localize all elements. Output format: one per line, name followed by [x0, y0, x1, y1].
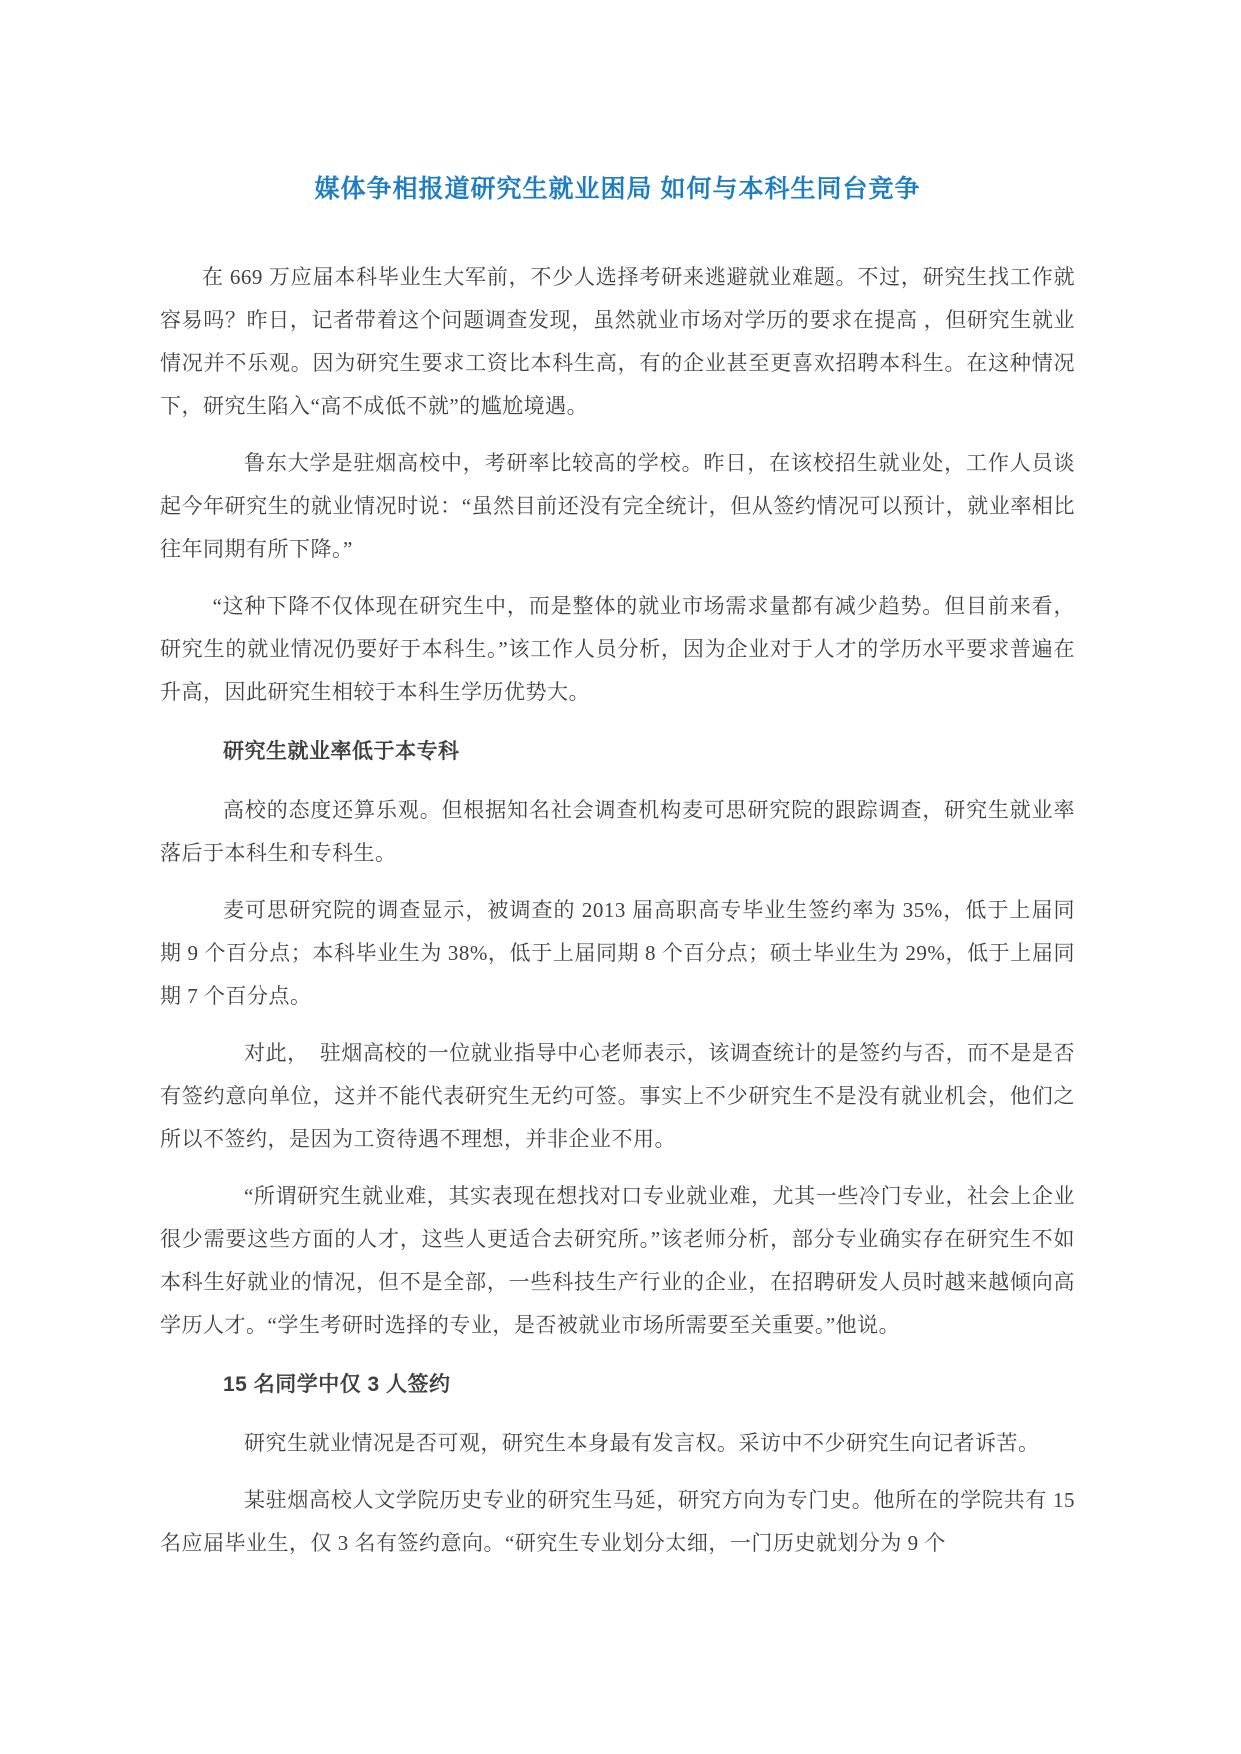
- paragraph: 在 669 万应届本科毕业生大军前，不少人选择考研来逃避就业难题。不过，研究生找工作就容易吗？昨日，记者带着这个问题调查发现，虽然就业市场对学历的要求在提高 ，但研究生就业情况并不乐观。因为研究生要求工资比本科生高，有的企业甚至更喜欢招聘本科生。在这种情况下，研究生陷入“高不成低不就”的尴尬境遇。: [160, 265, 1075, 418]
- article-title: 媒体争相报道研究生就业困局 如何与本科生同台竞争: [314, 175, 921, 203]
- section-heading: 15 名同学中仅 3 人签约: [223, 1373, 451, 1396]
- paragraph: 对此， 驻烟高校的一位就业指导中心老师表示，该调查统计的是签约与否，而不是是否有签约意向单位，这并不能代表研究生无约可签。事实上不少研究生不是没有就业机会，他们之所以不签约，是因为工资待遇不理想，并非企业不用。: [160, 1041, 1075, 1151]
- paragraph: 某驻烟高校人文学院历史专业的研究生马延，研究方向为专门史。他所在的学院共有 15 名应届毕业生，仅 3 名有签约意向。“研究生专业划分太细，一门历史就划分为 9 个: [160, 1488, 1075, 1555]
- paragraph: 高校的态度还算乐观。但根据知名社会调查机构麦可思研究院的跟踪调查，研究生就业率落后于本科生和专科生。: [160, 798, 1075, 865]
- section-heading: 研究生就业率低于本专科: [223, 740, 460, 763]
- paragraph: 鲁东大学是驻烟高校中，考研率比较高的学校。昨日，在该校招生就业处，工作人员谈起今年研究生的就业情况时说：“虽然目前还没有完全统计，但从签约情况可以预计，就业率相比往年同期有所下降。”: [160, 451, 1075, 561]
- paragraph: “所谓研究生就业难，其实表现在想找对口专业就业难，尤其一些冷门专业，社会上企业很少需要这些方面的人才，这些人更适合去研究所。”该老师分析，部分专业确实存在研究生不如本科生好就业的情况，但不是全部，一些科技生产行业的企业，在招聘研发人员时越来越倾向高学历人才。“学生考研时选择的专业，是否被就业市场所需要至关重要。”他说。: [160, 1184, 1075, 1337]
- paragraph: 研究生就业情况是否可观，研究生本身最有发言权。采访中不少研究生向记者诉苦。: [244, 1431, 1040, 1455]
- paragraph: “这种下降不仅体现在研究生中，而是整体的就业市场需求量都有减少趋势。但目前来看，研究生的就业情况仍要好于本科生。”该工作人员分析，因为企业对于人才的学历水平要求普遍在升高，因此研究生相较于本科生学历优势大。: [160, 594, 1075, 704]
- article-body: [160, 256, 1075, 1565]
- paragraph: 麦可思研究院的调查显示，被调查的 2013 届高职高专毕业生签约率为 35%，低于上届同期 9 个百分点；本科毕业生为 38%，低于上届同期 8 个百分点；硕士毕业生为 29%，低于上届同期 7 个百分点。: [160, 898, 1075, 1008]
